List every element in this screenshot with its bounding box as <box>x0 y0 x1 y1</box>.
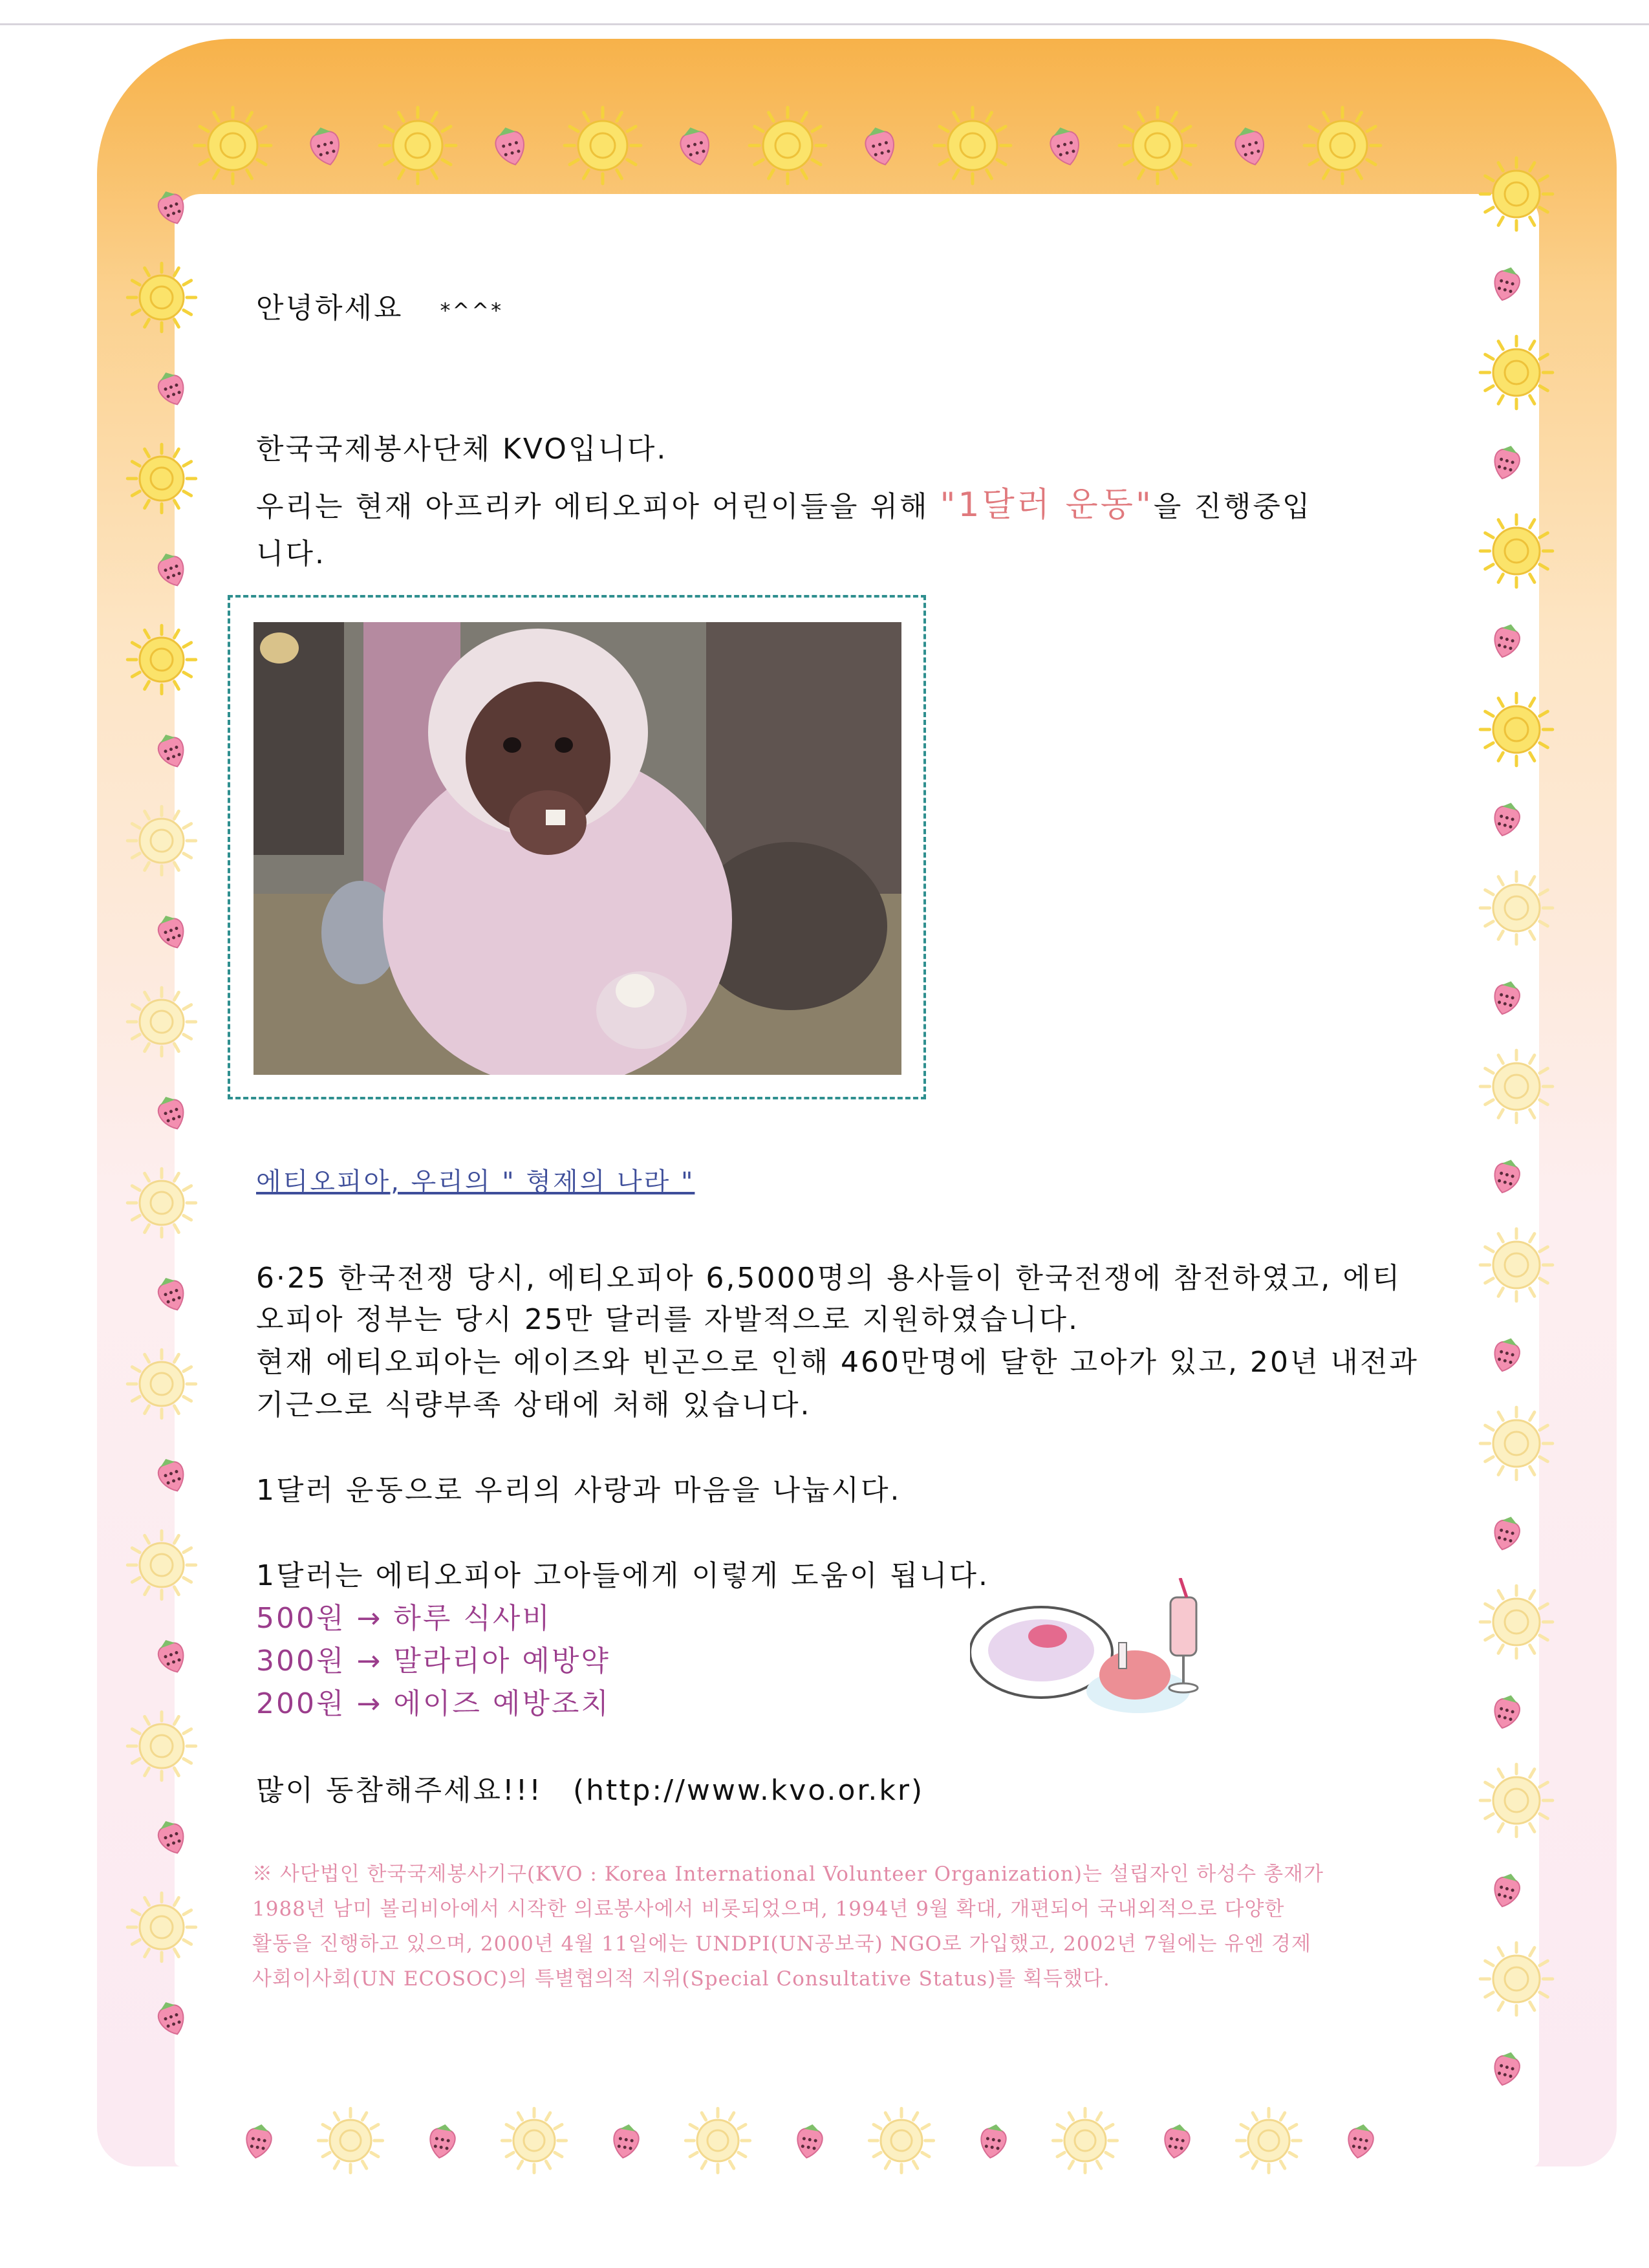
paragraph-2-line-1: 현재 에티오피아는 에이즈와 빈곤으로 인해 460만명에 달한 고아가 있고, 20년 내전과 <box>256 1346 1419 1379</box>
meal-illustration-icon <box>970 1578 1229 1720</box>
intro-line-2-after: 을 진행중입 <box>1153 490 1312 523</box>
price-item-3: 200원 → 에이즈 예방조치 <box>256 1687 610 1720</box>
footnote-line-4: 사회이사회(UN ECOSOC)의 특별협의적 지위(Special Consultative Status)를 획득했다. <box>252 1967 1110 1991</box>
paragraph-3: 1달러 운동으로 우리의 사랑과 마음을 나눕시다. <box>256 1474 901 1507</box>
intro-line-2 <box>256 477 1311 526</box>
call-to-action-line <box>256 1767 924 1808</box>
footnote-line-3: 활동을 진행하고 있으며, 2000년 4월 11일에는 UNDPI(UN공보국) NGO로 가입했고, 2002년 7월에는 유엔 경제 <box>252 1932 1311 1956</box>
intro-line-3: 니다. <box>256 537 326 570</box>
price-item-1: 500원 → 하루 식사비 <box>256 1602 552 1635</box>
paragraph-4: 1달러는 에티오피아 고아들에게 이렇게 도움이 됩니다. <box>256 1559 989 1592</box>
greeting-line <box>256 285 503 326</box>
footnote-line-1: ※ 사단법인 한국국제봉사기구(KVO : Korea International Volunteer Organization)는 설립자인 하성수 총재가 <box>252 1863 1324 1886</box>
child-photo <box>253 622 901 1075</box>
call-to-action: 많이 동참해주세요!!! <box>256 1774 543 1807</box>
paragraph-2-line-2: 기근으로 식량부족 상태에 처해 있습니다. <box>256 1388 812 1421</box>
price-item-2: 300원 → 말라리아 예방약 <box>256 1645 610 1678</box>
intro-line-2-before: 우리는 현재 아프리카 에티오피아 어린이들을 위해 <box>256 490 929 523</box>
footnote-line-2: 1988년 남미 볼리비아에서 시작한 의료봉사에서 비롯되었으며, 1994년 9월 확대, 개편되어 국내외적으로 다양한 <box>252 1897 1285 1921</box>
section-title: 에티오피아, 우리의 " 형제의 나라 " <box>256 1167 695 1197</box>
greeting-emoticon: *^^* <box>440 298 504 323</box>
paragraph-1-line-2: 오피아 정부는 당시 25만 달러를 자발적으로 지원하였습니다. <box>256 1303 1079 1336</box>
intro-line-1: 한국국제봉사단체 KVO입니다. <box>256 433 668 466</box>
campaign-name: "1달러 운동" <box>940 486 1154 524</box>
paragraph-1-line-1: 6·25 한국전쟁 당시, 에티오피아 6,5000명의 용사들이 한국전쟁에 참전하였고, 에티 <box>256 1262 1402 1295</box>
website-link[interactable]: (http://www.kvo.or.kr) <box>572 1774 925 1807</box>
greeting-text: 안녕하세요 <box>256 292 404 325</box>
